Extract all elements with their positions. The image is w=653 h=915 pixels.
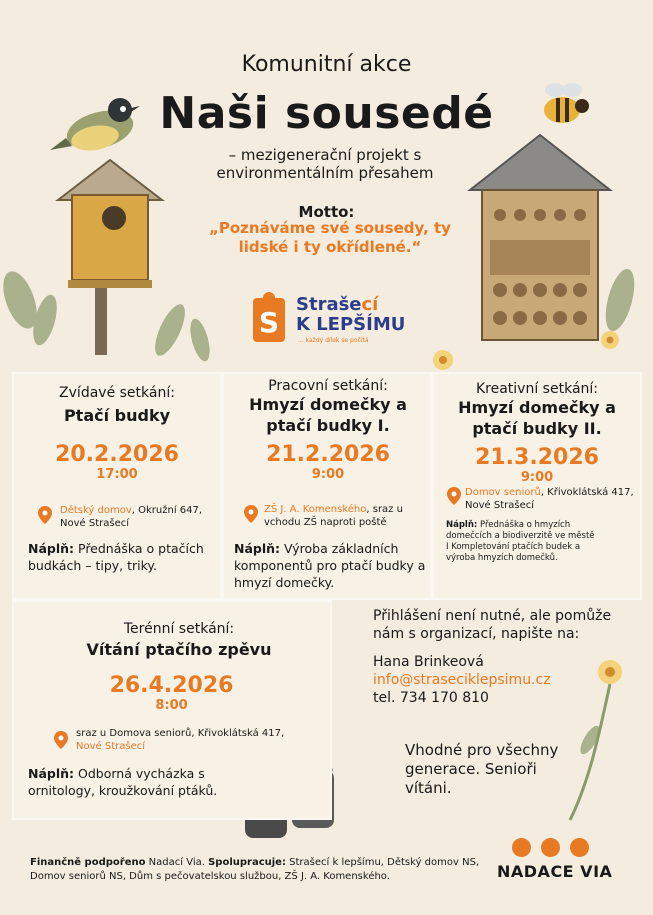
event-card-4: [14, 621, 344, 660]
event-4-content-label: Náplň:: [28, 766, 75, 781]
event-card-2: [222, 378, 434, 482]
page-title: Naši sousedé: [159, 88, 494, 139]
motto-label: Motto:: [298, 203, 355, 221]
event-4-content-text: Odborná vycházka s ornitology, kroužkování ptáků.: [28, 766, 218, 798]
event-4-title: Vítání ptačího zpěvu: [86, 640, 272, 659]
event-2-address-text: , sraz u vchodu ZŠ naproti poště: [264, 504, 403, 528]
registration-block: [373, 607, 613, 707]
event-1-title: Ptačí budky: [63, 406, 171, 425]
contact-name: Hana Brinkeová: [373, 654, 484, 670]
footer-funding-text: Nadací Via.: [145, 857, 209, 868]
event-2-content: [234, 540, 426, 591]
event-3-address: [465, 486, 637, 512]
logo-name-part1: Straše: [296, 294, 362, 315]
event-3-title: Hmyzí domečky a ptačí budky II.: [458, 398, 616, 438]
event-4-time: 8:00: [155, 698, 188, 713]
event-3-address-text: , Křivoklátská 417, Nové Strašecí: [465, 487, 634, 511]
event-1-label: Zvídavé setkání:: [59, 385, 175, 401]
event-type-heading: Komunitní akce: [241, 52, 412, 77]
footer-partners-label: Spolupracuje:: [208, 857, 286, 868]
event-1-place: Dětský domov: [60, 505, 132, 516]
location-pin-icon: [38, 506, 52, 524]
location-pin-icon: [244, 505, 258, 523]
logo-tagline: ... každý dílek se počítá: [298, 337, 369, 344]
event-1-address: [60, 504, 220, 530]
event-1-address-text: , Okružní 647, Nové Strašecí: [60, 505, 203, 529]
event-2-place: ZŠ J. A. Komenského: [264, 504, 367, 515]
nadace-via-logo-dots: [512, 838, 589, 861]
footer-funding-label: Finančně podpořeno: [30, 857, 146, 868]
event-1-date: 20.2.2026: [55, 442, 179, 467]
event-4-datetime: [14, 673, 329, 713]
event-3-content-text: Přednáška o hmyzích domečcích a biodiverzitě ve městě I Kompletování ptačích budek a výroba hmyzích domečků.: [446, 520, 595, 563]
event-4-content: [28, 765, 228, 799]
audience-note: Vhodné pro všechny generace. Senioři vítáni.: [405, 741, 559, 797]
event-1-time: 17:00: [96, 467, 138, 482]
project-tagline: – mezigenerační projekt s environmentálním přesahem: [216, 146, 434, 182]
event-3-time: 9:00: [520, 470, 554, 485]
registration-text: Přihlášení není nutné, ale pomůže nám s organizací, napište na:: [373, 608, 612, 642]
logo-name-part2: cí: [361, 294, 379, 315]
motto-text: „Poznáváme své sousedy, ty lidské i ty okřídlené.“: [209, 219, 451, 256]
event-2-content-text: Výroba základních komponentů pro ptačí budky a hmyzí domečky.: [234, 541, 426, 590]
event-4-label: Terénní setkání:: [123, 621, 235, 637]
event-3-date: 21.3.2026: [475, 445, 599, 470]
svg-text:S: S: [258, 306, 280, 339]
location-pin-icon: [447, 487, 461, 505]
event-3-place: Domov seniorů: [465, 487, 541, 498]
event-2-address: [264, 503, 424, 529]
event-2-date: 21.2.2026: [266, 442, 390, 467]
location-pin-icon: [54, 731, 68, 749]
event-3-label: Kreativní setkání:: [475, 381, 598, 397]
event-4-address-text: sraz u Domova seniorů, Křivoklátská 417,: [76, 728, 285, 739]
event-1-content: [28, 540, 214, 574]
puzzle-s-logo-icon: [250, 292, 288, 344]
sponsor-logo-text: NADACE VIA: [497, 862, 613, 881]
insect-hotel-illustration: [470, 135, 610, 340]
event-card-3: [432, 381, 642, 485]
event-2-title: Hmyzí domečky a ptačí budky I.: [249, 395, 407, 435]
birdhouse-illustration: [58, 160, 162, 355]
event-4-place: Nové Strašecí: [76, 741, 145, 752]
event-3-content-label: Náplň:: [446, 520, 478, 530]
event-3-content: [446, 520, 596, 564]
event-1-content-text: Přednáška o ptačích budkách – tipy, triky.: [28, 541, 204, 573]
logo-name-line2: K LEPŠÍMU: [296, 314, 406, 335]
event-card-1: [14, 385, 220, 482]
logo-wordmark: [296, 295, 405, 335]
event-2-content-label: Náplň:: [234, 541, 281, 556]
event-1-content-label: Náplň:: [28, 541, 75, 556]
contact-email[interactable]: info@straseciklepsimu.cz: [373, 672, 551, 688]
event-2-time: 9:00: [311, 467, 345, 482]
contact-phone: tel. 734 170 810: [373, 690, 489, 706]
event-2-label: Pracovní setkání:: [268, 378, 388, 394]
event-4-date: 26.4.2026: [109, 673, 234, 698]
footer-credits: [30, 856, 490, 884]
footer-partners-text: Strašecí k lepšímu, Dětský domov NS, Domov seniorů NS, Dům s pečovatelskou službou, ZŠ J. A. Komenského.: [30, 857, 480, 882]
event-4-address: [76, 727, 306, 753]
